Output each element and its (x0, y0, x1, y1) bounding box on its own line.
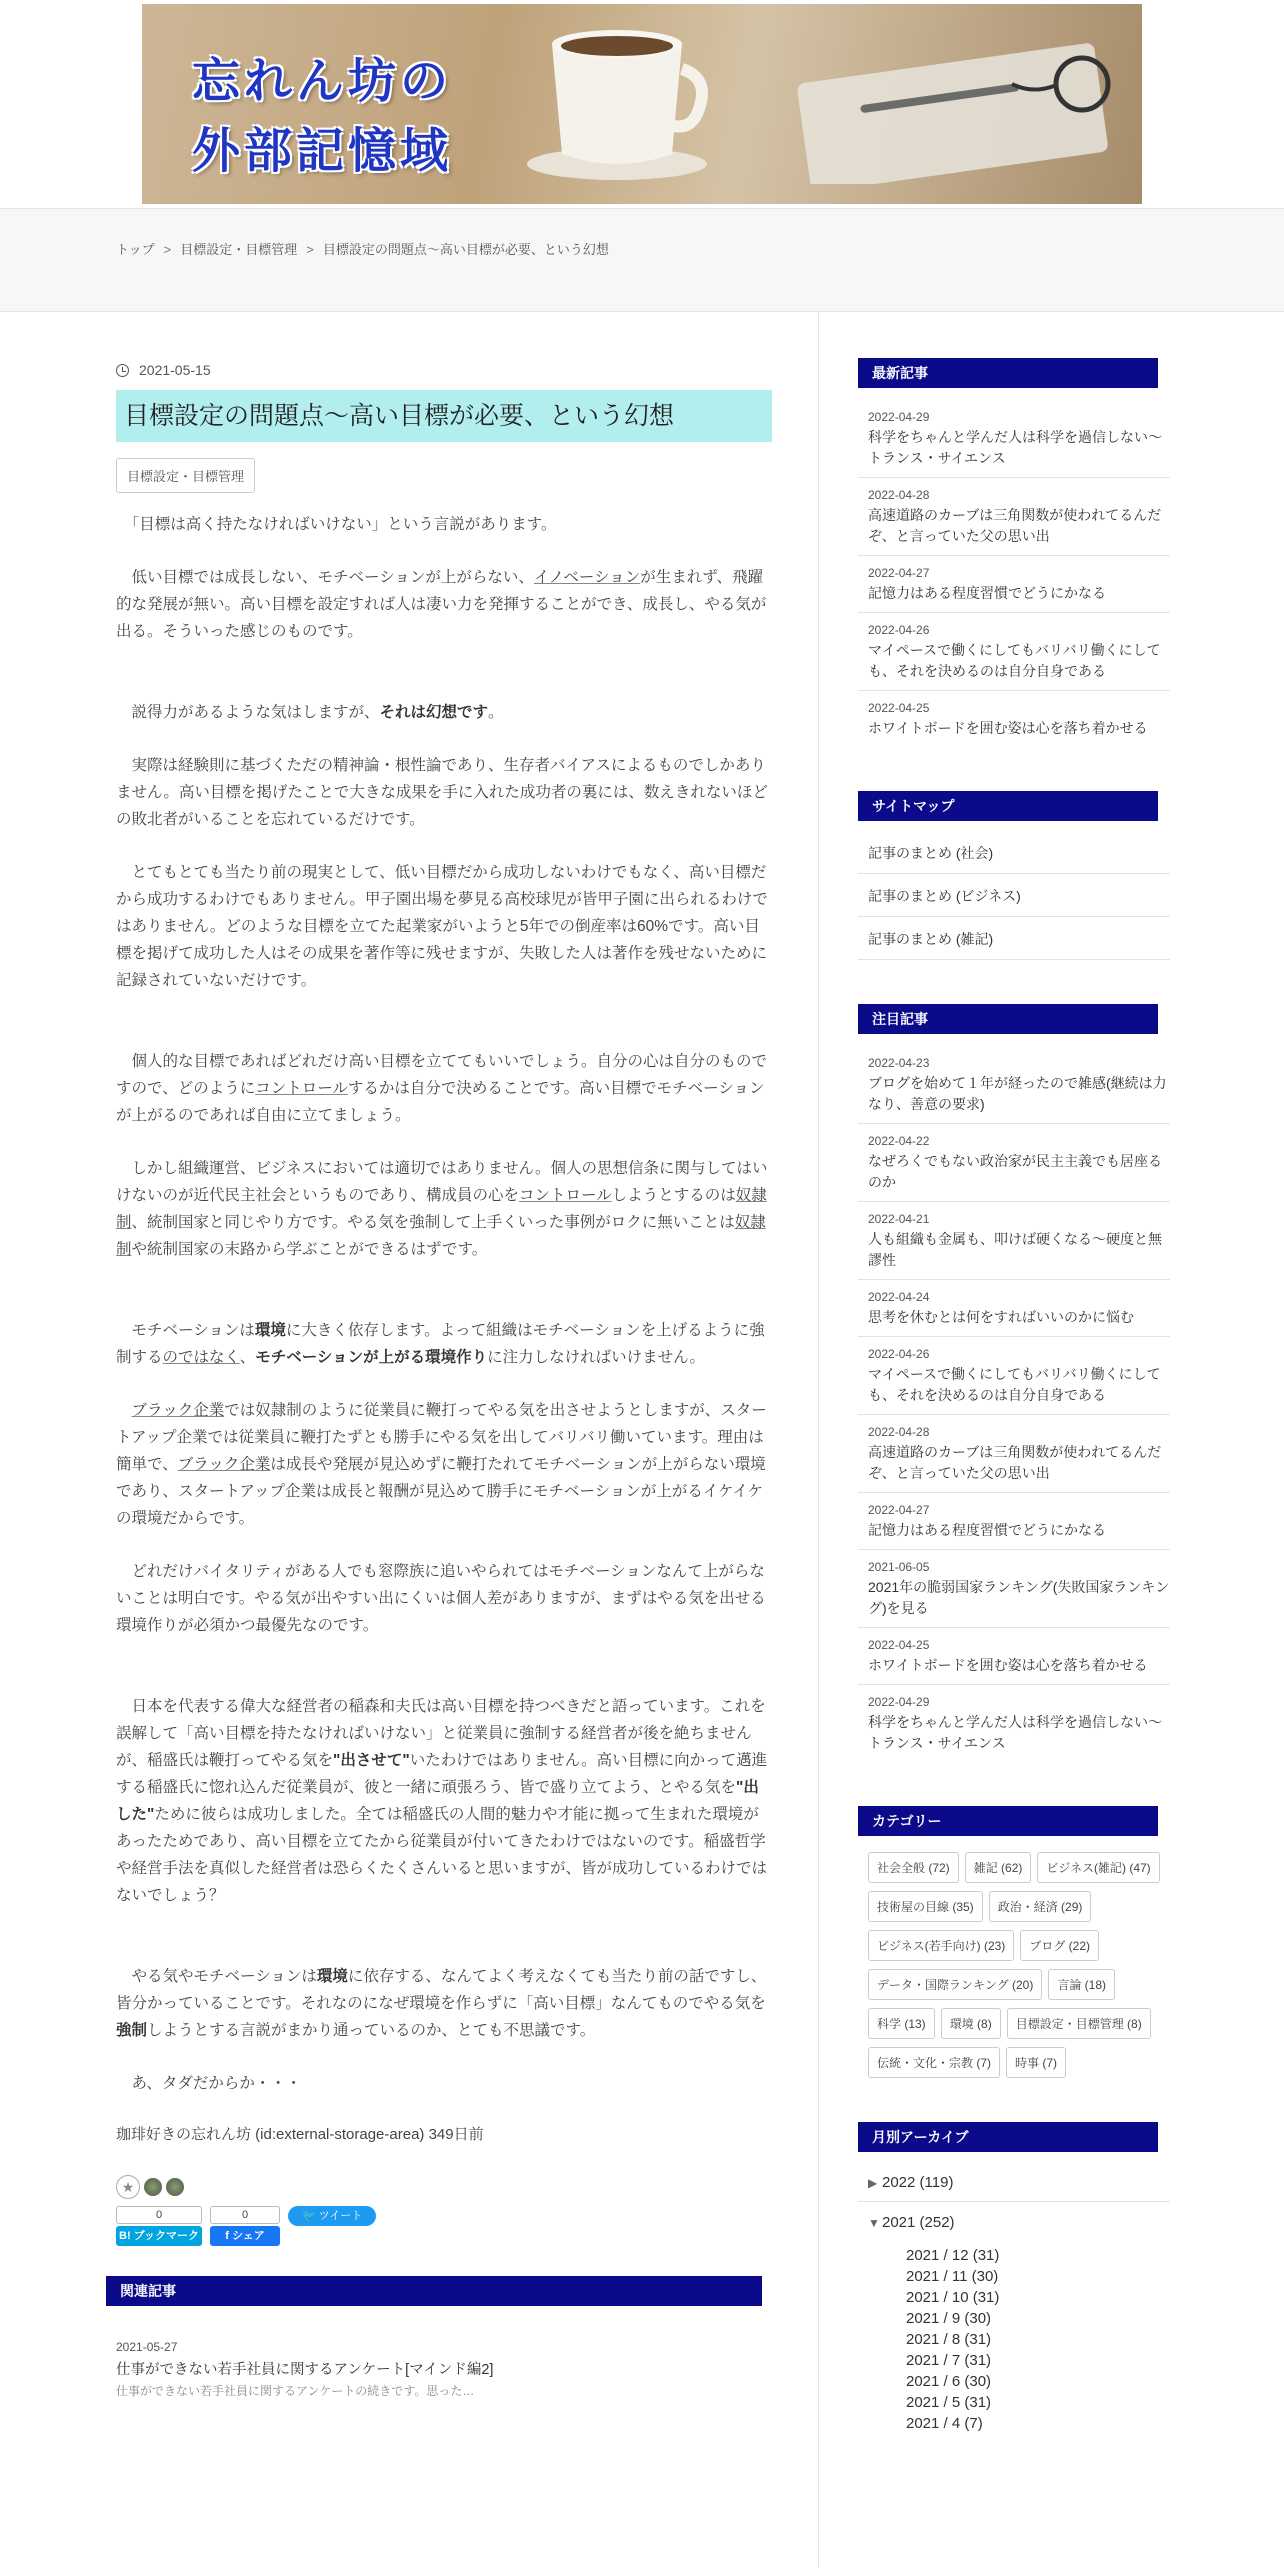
keyword-link[interactable]: イノベーション (533, 569, 641, 586)
paragraph: しかし組織運営、ビジネスにおいては適切ではありません。個人の思想信条に関与してはいけないのが近代民主社会というものであり、構成員の心をコントロールしようとするのは奴隷制、統制国家と同じやり方です。やる気を強制して上手くいった事例がロクに無いことは奴隷制や統制国家の末路から学ぶことができるはずです。 (116, 1160, 768, 1258)
tablet-and-glasses-image (742, 24, 1142, 184)
collapsed-triangle-icon: ▶ (868, 2176, 878, 2190)
site-title-line-1: 忘れん坊の (192, 53, 453, 109)
facebook-share-button[interactable]: f シェア (210, 2226, 280, 2246)
archive-month-link[interactable]: 2021 / 6 (30) (906, 2373, 992, 2390)
category-chip[interactable]: 時事 (7) (1006, 2047, 1066, 2078)
category-chip[interactable]: 環境 (8) (941, 2008, 1001, 2039)
recent-entries-list (858, 400, 1170, 747)
sitemap-heading: サイトマップ (858, 791, 1158, 821)
list-item[interactable]: 2022-04-29 科学をちゃんと学んだ人は科学を過信しない～トランス・サイエンス (858, 400, 1170, 478)
sitemap-link[interactable]: 記事のまとめ (社会) (858, 831, 1170, 874)
entry-category-tag[interactable]: 目標設定・目標管理 (116, 458, 255, 493)
category-chip[interactable]: 社会全般 (72) (868, 1852, 959, 1883)
breadcrumb-band (0, 208, 1284, 312)
featured-entries-list (858, 1046, 1170, 1762)
category-chip[interactable]: ビジネス(若手向け) (23) (868, 1930, 1014, 1961)
list-item[interactable]: 2022-04-29 科学をちゃんと学んだ人は科学を過信しない～トランス・サイエンス (868, 1695, 1162, 1751)
sitemap-link[interactable]: 記事のまとめ (雑記) (858, 917, 1170, 960)
list-item[interactable]: 2022-04-22 なぜろくでもない政治家が民主主義でも居座るのか (858, 1124, 1170, 1202)
archive-month-link[interactable]: 2021 / 11 (30) (906, 2268, 999, 2285)
archive-month-link[interactable]: 2021 / 9 (30) (906, 2310, 992, 2327)
paragraph: 日本を代表する偉大な経営者の稲森和夫氏は高い目標を持つべきだと語っています。これを誤解して「高い目標を持たなければいけない」と従業員に強制する経営者が後を絶ちませんが、稲盛氏は鞭打ってやる気を"出させて"いたわけではありません。高い目標に向かって邁進する稲盛氏に惚れ込んだ従業員が、彼と一緒に頑張ろう、皆で盛り立てよう、とやる気を"出した"ために彼らは成功しました。全ては稲盛氏の人間的魅力や才能に拠って生まれた環境があったためであり、高い目標を立てたから従業員が付いてきたわけではないのです。稲盛哲学や経営手法を真似した経営者は恐らくたくさんいると思いますが、皆が成功しているわけではないでしょう？ (116, 1698, 768, 1904)
featured-entries-heading: 注目記事 (858, 1004, 1158, 1034)
breadcrumb-category[interactable]: 目標設定・目標管理 (180, 242, 298, 257)
archive-list (858, 2162, 1170, 2434)
breadcrumb-current: 目標設定の問題点～高い目標が必要、という幻想 (322, 242, 609, 257)
category-chip[interactable]: 政治・経済 (29) (989, 1891, 1092, 1922)
paragraph: 説得力があるような気はしますが、それは幻想です。 (131, 704, 504, 721)
entry-date-text[interactable]: 2021-05-15 (139, 362, 211, 378)
site-header (0, 0, 1284, 208)
keyword-link[interactable]: ブラック企業 (131, 1402, 225, 1419)
add-star-button[interactable]: ★ (116, 2175, 140, 2199)
breadcrumb-separator: > (163, 242, 172, 257)
entry-date (116, 350, 772, 390)
archive-month-link[interactable]: 2021 / 7 (31) (906, 2352, 992, 2369)
archive-heading: 月別アーカイブ (858, 2122, 1158, 2152)
recent-entries-heading: 最新記事 (858, 358, 1158, 388)
keyword-link[interactable]: ブラック企業 (177, 1456, 271, 1473)
archive-month-link[interactable]: 2021 / 5 (31) (906, 2394, 992, 2411)
list-item[interactable]: 2022-04-28 高速道路のカーブは三角関数が使われてるんだぞ、と言っていた父の思い出 (858, 478, 1170, 556)
breadcrumb-separator: > (306, 242, 314, 257)
list-item[interactable]: 2022-04-21 人も組織も金属も、叩けば硬くなる～硬度と無謬性 (858, 1202, 1170, 1280)
twitter-bird-icon: 🐦 (302, 2210, 316, 2222)
archive-month-link[interactable]: 2021 / 10 (31) (906, 2289, 1000, 2306)
related-entries-heading: 関連記事 (106, 2276, 762, 2306)
paragraph: 個人的な目標であればどれだけ高い目標を立ててもいいでしょう。自分の心は自分のものですので、どのようにコントロールするかは自分で決めることです。高い目標でモチベーションが上がるのであれば自由に立てましょう。 (116, 1053, 768, 1124)
archive-month-link[interactable]: 2021 / 12 (31) (906, 2247, 1000, 2264)
entry-content (116, 511, 772, 2097)
list-item[interactable]: 2022-04-25 ホワイトボードを囲む姿は心を落ち着かせる (868, 701, 1148, 736)
category-chip[interactable]: 科学 (13) (868, 2008, 935, 2039)
share-buttons (116, 2206, 772, 2246)
sitemap-list (858, 831, 1170, 960)
star-user-avatar[interactable] (144, 2178, 162, 2196)
paragraph: モチベーションは環境に大きく依存します。よって組織はモチベーションを上げるように強制するのではなく、モチベーションが上がる環境作りに注力しなければいけません。 (116, 1322, 765, 1366)
archive-month-link[interactable]: 2021 / 8 (31) (906, 2331, 992, 2348)
facebook-share (210, 2206, 280, 2246)
categories-heading: カテゴリー (858, 1806, 1158, 1836)
list-item[interactable]: 2022-04-25 ホワイトボードを囲む姿は心を落ち着かせる (858, 1628, 1170, 1685)
list-item[interactable]: 2022-04-26 マイペースで働くにしてもバリバリ働くにしても、それを決めるのは自分自身である (858, 613, 1170, 691)
paragraph: どれだけバイタリティがある人でも窓際族に追いやられてはモチベーションなんて上がらないことは明白です。やる気が出やすい出にくいは個人差がありますが、まずはやる気を出せる環境作りが必須かつ最優先なのです。 (116, 1563, 766, 1634)
hatena-bookmark-count: 0 (116, 2206, 202, 2224)
category-chip[interactable]: ビジネス(雑記) (47) (1037, 1852, 1159, 1883)
keyword-link[interactable]: コントロール (255, 1080, 348, 1097)
paragraph: あ、タダだからか・・・ (131, 2075, 302, 2092)
column-divider (818, 312, 819, 2568)
category-chip[interactable]: 雑記 (62) (965, 1852, 1032, 1883)
breadcrumb-home[interactable]: トップ (116, 242, 155, 257)
expanded-triangle-icon: ▼ (868, 2216, 880, 2230)
related-entry-excerpt: 仕事ができない若手社員に関するアンケートの続きです。思った… (116, 2384, 475, 2398)
hatena-star-area (116, 2174, 772, 2200)
list-item[interactable]: 2022-04-28 高速道路のカーブは三角関数が使われてるんだぞ、と言っていた父の思い出 (858, 1415, 1170, 1493)
list-item[interactable]: 2022-04-27 記憶力はある程度習慣でどうにかなる (858, 556, 1170, 613)
archive-month-link[interactable]: 2021 / 4 (7) (906, 2415, 983, 2432)
star-user-avatar[interactable] (166, 2178, 184, 2196)
sitemap-link[interactable]: 記事のまとめ (ビジネス) (858, 874, 1170, 917)
hatena-bookmark-share (116, 2206, 202, 2246)
author-footer[interactable]: 珈琲好きの忘れん坊 (id:external-storage-area) 349日前 (116, 2126, 484, 2143)
paragraph: やる気やモチベーションは環境に依存する、なんてよく考えなくても当たり前の話ですし、皆分かっていることです。それなのになぜ環境を作らずに「高い目標」なんてものでやる気を強制しようとする言説がまかり通っているのか、とても不思議です。 (116, 1968, 767, 2039)
list-item[interactable]: 2022-04-24 思考を休むとは何をすればいいのかに悩む (858, 1280, 1170, 1337)
list-item[interactable]: 2022-04-27 記憶力はある程度習慣でどうにかなる (858, 1493, 1170, 1550)
category-chip[interactable]: 目標設定・目標管理 (8) (1007, 2008, 1151, 2039)
category-chip[interactable]: 言論 (18) (1048, 1969, 1115, 2000)
entry-title[interactable]: 目標設定の問題点～高い目標が必要、という幻想 (116, 390, 772, 442)
keyword-link[interactable]: 奴隷制 (116, 1187, 767, 1231)
header-banner[interactable] (142, 4, 1142, 204)
clock-icon (116, 364, 129, 377)
related-entry-date: 2021-05-27 (116, 2340, 178, 2354)
breadcrumb (116, 239, 609, 258)
facebook-share-count: 0 (210, 2206, 280, 2224)
keyword-link[interactable]: コントロール (519, 1187, 612, 1204)
paragraph: ブラック企業では奴隷制のように従業員に鞭打ってやる気を出させようとしますが、スタートアップ企業では従業員に鞭打たずとも勝手にやる気を出してバリバリ働いています。理由は簡単で、ブラック企業は成長や発展が見込めずに鞭打たれてモチベーションが上がらない環境であり、スタートアップ企業は成長と報酬が見込めて勝手にモチベーションが上がるイケイケの環境だからです。 (116, 1402, 767, 1527)
list-item[interactable]: 2021-06-05 2021年の脆弱国家ランキング(失敗国家ランキング)を見る (858, 1550, 1170, 1628)
related-entry[interactable] (116, 2340, 772, 2399)
site-title-line-2: 外部記憶域 (192, 123, 453, 179)
related-entry-title[interactable]: 仕事ができない若手社員に関するアンケート[マインド編2] (116, 2362, 494, 2378)
main-column (116, 350, 772, 2399)
hatena-bookmark-button[interactable]: B! ブックマーク (116, 2226, 202, 2246)
archive-months (858, 2241, 1170, 2434)
paragraph: 実際は経験則に基づくただの精神論・根性論であり、生存者バイアスによるものでしかありません。高い目標を掲げたことで大きな成果を手に入れた成功者の裏には、数えきれないほどの敗北者がいることを忘れているだけです。 (116, 757, 768, 828)
category-list (858, 1836, 1170, 2078)
paragraph: とてもとても当たり前の現実として、低い目標だから成功しないわけでもなく、高い目標だから成功するわけでもありません。甲子園出場を夢見る高校球児が皆甲子園に出られるわけではありません。どのような目標を立てた起業家がいようと5年での倒産率は60%です。高い目標を掲げて成功した人はその成果を著作等に残せますが、失敗した人は著作を残せないために記録されていないだけです。 (116, 864, 768, 989)
sidebar (858, 358, 1170, 2434)
category-chip[interactable]: 技術屋の目線 (35) (868, 1891, 983, 1922)
keyword-link[interactable]: 奴隷制 (116, 1214, 766, 1258)
category-chip[interactable]: データ・国際ランキング (20) (868, 1969, 1042, 2000)
tweet-button[interactable]: 🐦 ツイート (288, 2206, 376, 2226)
archive-year-2022[interactable]: ▶ 2022 (119) (858, 2162, 1170, 2202)
paragraph: 低い目標では成長しない、モチベーションが上がらない、イノベーションが生まれず、飛躍的な発展が無い。高い目標を設定すれば人は凄い力を発揮することができ、成長し、やる気が出る。そういった感じのものです。 (116, 569, 767, 640)
category-chip[interactable]: ブログ (22) (1020, 1930, 1099, 1961)
coffee-cup-image (522, 14, 712, 184)
list-item[interactable]: 2022-04-26 マイペースで働くにしてもバリバリ働くにしても、それを決めるのは自分自身である (858, 1337, 1170, 1415)
archive-year-2021[interactable]: ▼ 2021 (252) (868, 2214, 955, 2231)
paragraph: 「目標は高く持たなければいけない」という言説があります。 (131, 516, 557, 533)
list-item[interactable]: 2022-04-23 ブログを始めて１年が経ったので雑感(継続は力なり、善意の要求) (858, 1046, 1170, 1124)
category-chip[interactable]: 伝統・文化・宗教 (7) (868, 2047, 1000, 2078)
